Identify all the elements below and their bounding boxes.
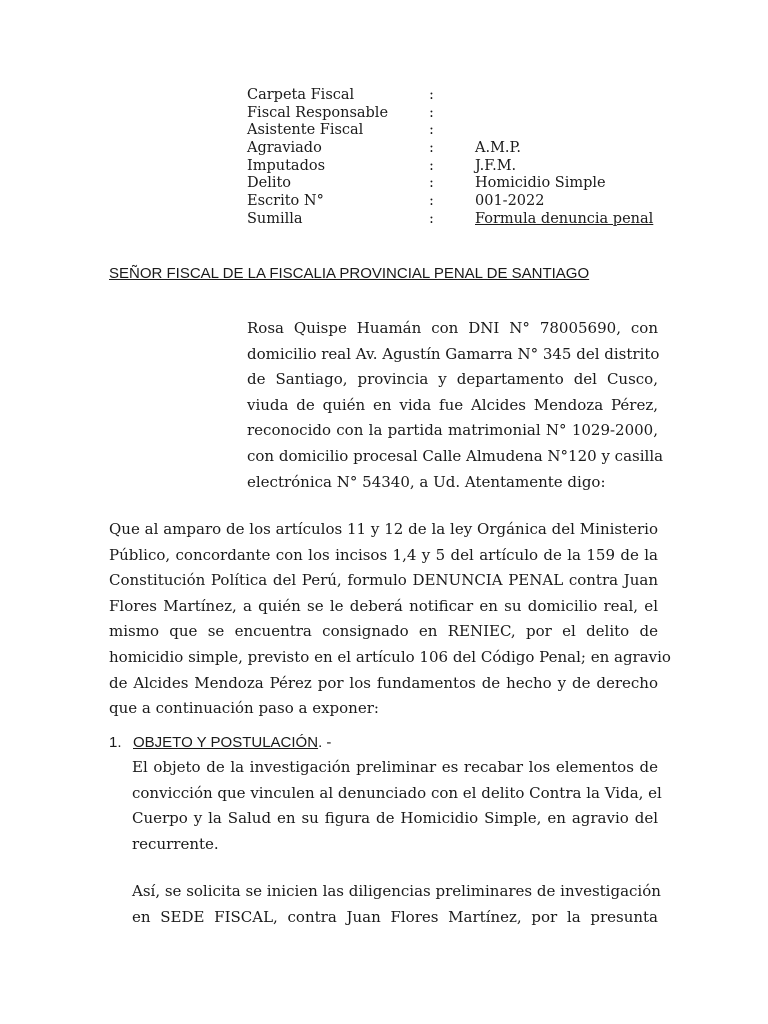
paragraph-line: viuda de quién en vida fue Alcides Mendoza Pérez, xyxy=(247,395,658,414)
objective-paragraph xyxy=(132,755,662,857)
paragraph-line: convicción que vinculen al denunciado con el delito Contra la Vida, el xyxy=(132,783,662,802)
header-label: Agraviado xyxy=(247,140,322,157)
header-label: Escrito N° xyxy=(247,193,324,210)
paragraph-line: mismo que se encuentra consignado en RENIEC, por el delito de xyxy=(109,622,658,641)
paragraph-line: Así, se solicita se inicien las diligencias preliminares de investigación xyxy=(132,882,661,900)
paragraph-line: que a continuación paso a exponer: xyxy=(109,699,379,718)
section-title: OBJETO Y POSTULACIÓN xyxy=(133,734,319,751)
paragraph-line: Que al amparo de los artículos 11 y 12 de la ley Orgánica del Ministerio xyxy=(109,520,658,538)
petitioner-paragraph xyxy=(247,316,664,495)
header-colon: : xyxy=(429,157,434,174)
paragraph-line: recurrente. xyxy=(132,834,219,853)
request-paragraph xyxy=(132,879,661,930)
header-value: 001-2022 xyxy=(475,193,545,210)
header-colon: : xyxy=(429,210,434,227)
paragraph-line: domicilio real Av. Agustín Gamarra N° 345 del distrito xyxy=(247,344,660,363)
header-label: Carpeta Fiscal xyxy=(247,87,355,103)
complaint-paragraph xyxy=(109,517,671,722)
header-label: Asistente Fiscal xyxy=(247,122,364,139)
paragraph-line: Rosa Quispe Huamán con DNI N° 78005690, con xyxy=(247,319,658,337)
header-colon: : xyxy=(429,193,434,210)
header-colon: : xyxy=(429,175,434,192)
paragraph-line: homicidio simple, previsto en el artículo 106 del Código Penal; en agravio xyxy=(109,647,671,666)
section-heading xyxy=(109,732,331,754)
addressee-heading: SEÑOR FISCAL DE LA FISCALIA PROVINCIAL PENAL DE SANTIAGO xyxy=(109,265,590,282)
paragraph-line: Cuerpo y la Salud en su figura de Homicidio Simple, en agravio del xyxy=(132,809,658,828)
paragraph-line: con domicilio procesal Calle Almudena N°120 y casilla xyxy=(247,446,664,465)
header-value: J.F.M. xyxy=(475,157,517,174)
paragraph-line: reconocido con la partida matrimonial N° 1029-2000, xyxy=(247,421,658,440)
paragraph-line: electrónica N° 54340, a Ud. Atentamente digo: xyxy=(247,472,606,491)
paragraph-line: El objeto de la investigación preliminar es recabar los elementos de xyxy=(132,758,658,776)
paragraph-line: de Alcides Mendoza Pérez por los fundamentos de hecho y de derecho xyxy=(109,673,658,692)
section-number: 1. xyxy=(109,734,122,751)
paragraph-line: de Santiago, provincia y departamento del Cusco, xyxy=(247,370,658,389)
header-label: Imputados xyxy=(247,157,326,174)
header-value: Homicidio Simple xyxy=(475,175,606,192)
paragraph-line: Público, concordante con los incisos 1,4 y 5 del artículo de la 159 de la xyxy=(109,545,658,564)
header-label: Fiscal Responsable xyxy=(247,104,389,121)
header-label: Sumilla xyxy=(247,210,303,227)
header-colon: : xyxy=(429,140,434,157)
paragraph-line: Flores Martínez, a quién se le deberá notificar en su domicilio real, el xyxy=(109,596,658,615)
section-title-suffix: . - xyxy=(318,734,332,751)
header-value: A.M.P. xyxy=(475,140,521,157)
header-colon: : xyxy=(429,87,434,103)
paragraph-line: en SEDE FISCAL, contra Juan Flores Martínez, por la presunta xyxy=(132,907,658,926)
header-label: Delito xyxy=(247,175,292,192)
header-colon: : xyxy=(429,122,434,139)
paragraph-line: Constitución Política del Perú, formulo DENUNCIA PENAL contra Juan xyxy=(109,571,658,590)
header-colon: : xyxy=(429,104,434,121)
header-value-sumilla: Formula denuncia penal xyxy=(475,210,654,227)
